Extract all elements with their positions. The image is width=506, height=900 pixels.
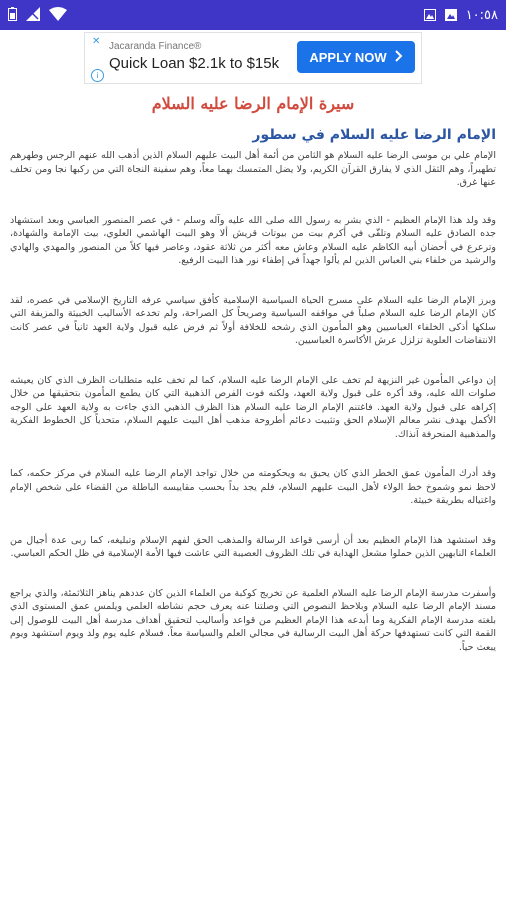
apply-now-label: APPLY NOW (309, 49, 387, 65)
signal-icon (26, 6, 40, 25)
paragraph-3: وبرز الإمام الرضا عليه السلام على مسرح الحياة السياسية الإسلامية كأفق سياسي عرفه التاريخ الإسلامي في عصره، لقد كان الإمام الرضا عليه السلام صلباً في مواقفه السياسية وصريحاً كل الصراحة، ولم تخدعه الأساليب الخبيثة والمزيفة التي سلكها أذكى الخلفاء العباسيين وهو المأمون الذي رشحه للخلافة أولاً ثم فرض عليه قبول ولاية العهد ثانياً في عصر كانت الانتفاضات العلوية تزلزل عرش الأكاسرة العباسيين. (10, 294, 496, 346)
ad-headline[interactable]: Quick Loan $2.1k to $15k (109, 55, 280, 72)
paragraph-2: وقد ولد هذا الإمام العظيم - الذي بشر به رسول الله صلى الله عليه وآله وسلم - في عصر المنصور العباسي وبعد استشهاد جده الصادق عليه السلام وتلقّى في أكرم بيت من بيوتات قريش ألا وهو البيت الهاشمي العلوي، بيت الإمامة والشهادة، وترعرع في أحضان أبيه الكاظم عليه السلام وعاش معه أكثر من ثلاثة عقود، وعاصر فيها كلاً من المنصور والمهدي والهادي والرشيد من خلفاء بني العباس الذين لم يألوا جهداً في إطفاء نور هذا البيت الرفيع. (10, 214, 496, 266)
ad-banner[interactable] (84, 32, 422, 84)
photo-icon (445, 6, 457, 25)
status-bar (0, 0, 506, 30)
chevron-right-icon (395, 50, 403, 65)
battery-icon (8, 6, 17, 25)
status-time: ١٠:٥٨ (465, 7, 498, 23)
status-bar-right (424, 6, 498, 25)
paragraph-7: وأسفرت مدرسة الإمام الرضا عليه السلام العلمية عن تخريج كوكبة من العلماء الذين كان عددهم يناهز الثلاثمئة، والذي يراجع مسند الإمام الرضا عليه السلام وبلاحظ النصوص التي وصلتنا عنه يعرف حجم نشاطه العلمي ويلمس عمق المستوى الذي بلغته مدرسة الإمام الفكرية وما أبدعه هذا الإمام العظيم من قواعد وأساليب لتحقيق أهداف مدرسة أهل البيت للوصول إلى القمة التي كانت تستهدفها حركة أهل البيت الرسالية في مجالي العلم والسياسة معاً. فسلام عليه يوم ولد ويوم استشهد ويوم يبعث حياً. (10, 587, 496, 653)
paragraph-6: وقد استشهد هذا الإمام العظيم بعد أن أرسى قواعد الرسالة والمذهب الحق لفهم الإسلام وتبليغه، كما ربى عدة أجيال من العلماء النابهين الذين حملوا مشعل الهداية في تلك الظروف العصيبة التي عاشت فيها الأمة الإسلامية في ظل الحكم العباسي. (10, 534, 496, 559)
paragraph-5: وقد أدرك المأمون عمق الخطر الذي كان يحيق به ويحكومته من خلال تواجد الإمام الرضا عليه السلام في مركز حكمه، كما لاحظ نمو وشموخ خط الولاء لأهل البيت عليهم السلام، فلم يجد بداً بحسب مقاييسه الباطلة من القضاء على شخص الإمام واغتياله بطريقة خبيثة. (10, 468, 496, 506)
page-title: سيرة الإمام الرضا عليه السلام (151, 94, 355, 113)
status-bar-left (8, 6, 67, 25)
ad-brand: Jacaranda Finance® (109, 41, 202, 52)
ad-info-icon[interactable]: i (91, 69, 104, 82)
ad-close-icon[interactable]: ✕ (92, 36, 101, 47)
image-icon (424, 6, 436, 25)
paragraph-4: إن دواعي المأمون غير النزيهة لم تخف على الإمام الرضا عليه السلام، كما لم تخف عليه متطلبات الظرف الذي كان يعيشه صلوات الله عليه، وقد أكره على قبول ولاية العهد، ولكنه فوت الفرص الذهبية التي كان يطمع المأمون بتحقيقها من خلال إكراهه على قبول ولاية العهد. فاغتنم الإمام الرضا عليه السلام هذا الظرف الذهبي الذي جاءت به ولاية العهد على الوجه الأكمل بهدف نشر معالم الإسلام الحق وتثبيت دعائم أطروحة مذهب أهل البيت عليهم السلام، متحدياً كل الخطوط الفكرية والمذهبية المنحرفة آنذاك. (10, 374, 496, 440)
wifi-icon (49, 6, 67, 25)
article (0, 94, 506, 654)
apply-now-button[interactable] (297, 41, 415, 73)
article-subtitle: الإمام الرضا عليه السلام في سطور (252, 127, 496, 143)
paragraph-1: الإمام علي بن موسى الرضا عليه السلام هو الثامن من أئمة أهل البيت عليهم السلام الذين أذهب الله عنهم الرجس وطهرهم تطهيراً، وهم الثقل الذي لا يفارق القرآن الكريم، ولا يضل المتمسك بهما معاً، وهم سفينة النجاة التي من ركبها نجا ومن تخلف عنها غرق. (10, 150, 496, 188)
